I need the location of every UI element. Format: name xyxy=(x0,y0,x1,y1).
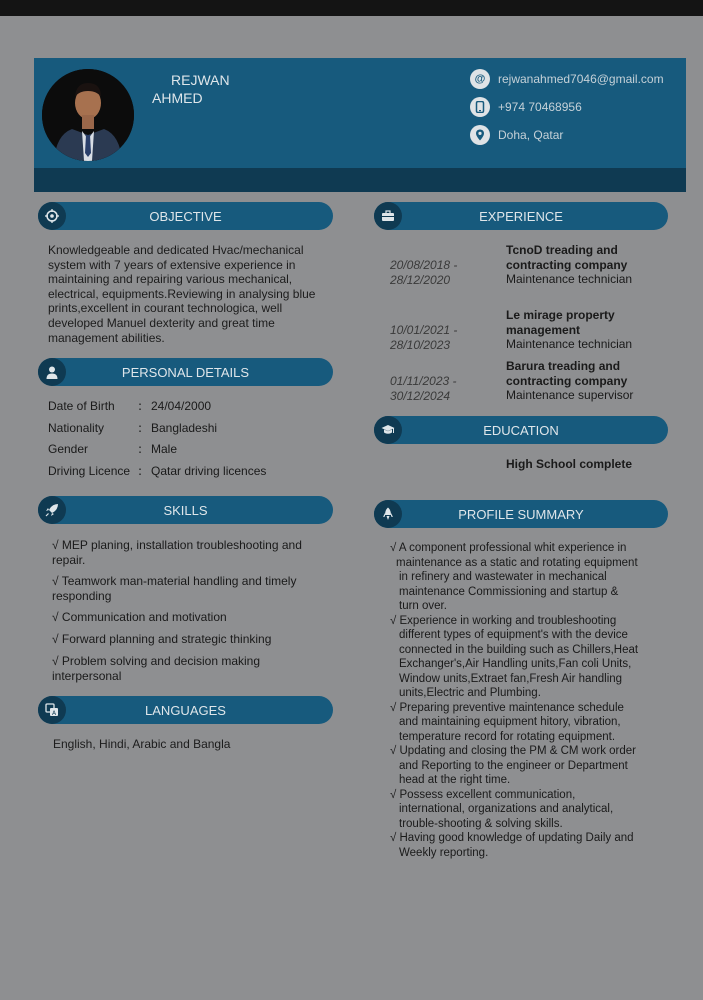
rocket-launch-icon xyxy=(374,500,402,528)
objective-heading xyxy=(38,202,333,230)
email-icon: @ xyxy=(470,69,490,89)
phone-text: +974 70468956 xyxy=(498,100,582,114)
personal-details-heading xyxy=(38,358,333,386)
skill-line: responding xyxy=(52,588,112,603)
experience-date-end: 30/12/2024 xyxy=(390,388,451,403)
summary-line: √ Preparing preventive maintenance schedule xyxy=(390,701,624,714)
education-heading-label: EDUCATION xyxy=(483,422,559,438)
company-line: TcnoD treading and xyxy=(506,243,618,257)
summary-line: √ Possess excellent communication, xyxy=(390,788,576,801)
skills-heading-label: SKILLS xyxy=(163,502,208,518)
graduation-cap-icon xyxy=(374,416,402,444)
summary-line: in refinery and wastewater in mechanical xyxy=(399,571,607,583)
profile-summary-text xyxy=(390,541,670,860)
contact-location xyxy=(470,125,563,145)
skill-line: √ MEP planing, installation troubleshooting and xyxy=(52,538,302,552)
summary-line: Weekly reporting. xyxy=(399,846,489,859)
skill-line: √ Teamwork man-material handling and timely xyxy=(52,574,297,588)
summary-line: maintenance Commissioning and startup & xyxy=(399,585,619,598)
driving-licence-label: Driving Licence xyxy=(48,464,131,478)
summary-line: and Reporting to the engineer or Department xyxy=(399,759,628,772)
objective-line: maintaining and repairing various mechanical, xyxy=(48,272,293,287)
summary-line: maintenance as a static and rotating equipment xyxy=(396,556,638,569)
separator: : xyxy=(138,421,143,435)
personal-details-heading-label: PERSONAL DETAILS xyxy=(121,364,250,380)
skill-item xyxy=(52,574,327,603)
summary-line: √ Experience in working and troubleshooting xyxy=(390,614,617,627)
objective-heading-label: OBJECTIVE xyxy=(149,208,222,224)
experience-heading xyxy=(374,202,668,230)
objective-line: management abilities. xyxy=(48,330,165,345)
experience-date xyxy=(390,258,457,287)
skill-item xyxy=(52,654,327,683)
last-name: AHMED xyxy=(152,90,203,106)
experience-company xyxy=(506,359,656,388)
experience-company xyxy=(506,308,656,337)
svg-text:A: A xyxy=(51,710,57,717)
profile-summary-heading-label: PROFILE SUMMARY xyxy=(458,506,584,522)
separator: : xyxy=(138,442,143,456)
education-degree: High School complete xyxy=(506,457,633,471)
summary-line: units,Electric and Plumbing. xyxy=(399,687,541,699)
summary-line: temperature record for rotating equipment. xyxy=(399,730,616,743)
separator: : xyxy=(138,399,143,413)
summary-line: and maintaining equipment hitory, vibration, xyxy=(399,716,621,728)
company-line: Le mirage property xyxy=(506,308,615,322)
location-pin-icon xyxy=(470,125,490,145)
dob-label: Date of Birth xyxy=(48,399,115,413)
skill-item xyxy=(52,632,327,647)
translate-icon xyxy=(38,696,66,724)
experience-heading-label: EXPERIENCE xyxy=(479,208,563,224)
skill-line: √ Problem solving and decision making xyxy=(52,654,261,668)
summary-line: trouble-shooting & solving skills. xyxy=(399,817,563,830)
contact-phone xyxy=(470,97,582,117)
company-line: Barura treading and xyxy=(506,359,621,373)
objective-line: prints,excellent in courant technologica, well xyxy=(48,301,283,316)
phone-icon xyxy=(470,97,490,117)
languages-text: English, Hindi, Arabic and Bangla xyxy=(53,737,231,751)
summary-line: Window units,Extraet fan,Fresh Air handling xyxy=(399,672,623,685)
experience-date-end: 28/12/2020 xyxy=(390,272,451,287)
summary-line: √ Updating and closing the PM & CM work order xyxy=(390,745,637,757)
objective-text xyxy=(48,243,338,345)
summary-line: √ Having good knowledge of updating Daily and xyxy=(390,832,634,844)
summary-line: √ A component professional whit experience in xyxy=(390,542,627,554)
profile-summary-heading xyxy=(374,500,668,528)
summary-line: different types of equipment's with the device xyxy=(399,629,628,641)
objective-line: system with 7 years of extensive experience in xyxy=(48,257,296,272)
dob-value: 24/04/2000 xyxy=(151,399,212,413)
company-line: contracting company xyxy=(506,257,628,272)
rocket-icon xyxy=(38,496,66,524)
experience-role: Maintenance technician xyxy=(506,272,633,286)
summary-line: international, organizations and analytical, xyxy=(399,803,614,815)
skills-heading xyxy=(38,496,333,524)
company-line: management xyxy=(506,322,581,337)
driving-licence-value: Qatar driving licences xyxy=(151,464,267,478)
summary-line: head at the right time. xyxy=(399,774,511,786)
objective-line: Knowledgeable and dedicated Hvac/mechanical xyxy=(48,243,304,257)
nationality-value: Bangladeshi xyxy=(151,421,218,435)
experience-role: Maintenance technician xyxy=(506,337,633,351)
person-icon xyxy=(38,358,66,386)
experience-date-start: 10/01/2021 - xyxy=(390,323,458,337)
skill-line: √ Communication and motivation xyxy=(52,610,227,624)
objective-line: developed Manuel dexterity and great time xyxy=(48,315,275,330)
company-line: contracting company xyxy=(506,373,628,388)
gender-label: Gender xyxy=(48,442,89,456)
experience-date-start: 20/08/2018 - xyxy=(390,258,458,272)
summary-line: connected in the building such as Chillers,Heat xyxy=(399,643,639,656)
experience-company xyxy=(506,243,656,272)
languages-heading xyxy=(38,696,333,724)
target-icon xyxy=(38,202,66,230)
experience-date xyxy=(390,374,457,403)
experience-date-end: 28/10/2023 xyxy=(390,337,451,352)
languages-heading-label: LANGUAGES xyxy=(145,702,226,718)
profile-photo xyxy=(42,69,134,161)
skill-item xyxy=(52,610,327,625)
summary-line: Exchanger's,Air Handling units,Fan coli Units, xyxy=(399,658,632,670)
objective-line: electrical, equipments.Reviewing in analysing blue xyxy=(48,286,316,301)
briefcase-icon xyxy=(374,202,402,230)
skill-line: √ Forward planning and strategic thinking xyxy=(52,632,272,646)
skill-item xyxy=(52,538,327,567)
separator: : xyxy=(138,464,143,478)
skill-line: interpersonal xyxy=(52,668,122,683)
location-text: Doha, Qatar xyxy=(498,128,564,142)
nationality-label: Nationality xyxy=(48,421,105,435)
contact-email xyxy=(470,69,664,89)
first-name: REJWAN xyxy=(171,72,230,88)
experience-date xyxy=(390,323,457,352)
email-text: rejwanahmed7046@gmail.com xyxy=(498,72,664,86)
header-strip xyxy=(34,168,686,192)
summary-line: turn over. xyxy=(399,600,447,612)
top-bar xyxy=(0,0,703,16)
education-heading xyxy=(374,416,668,444)
gender-value: Male xyxy=(151,442,178,456)
experience-date-start: 01/11/2023 - xyxy=(390,374,457,388)
skill-line: repair. xyxy=(52,552,86,567)
experience-role: Maintenance supervisor xyxy=(506,388,634,402)
